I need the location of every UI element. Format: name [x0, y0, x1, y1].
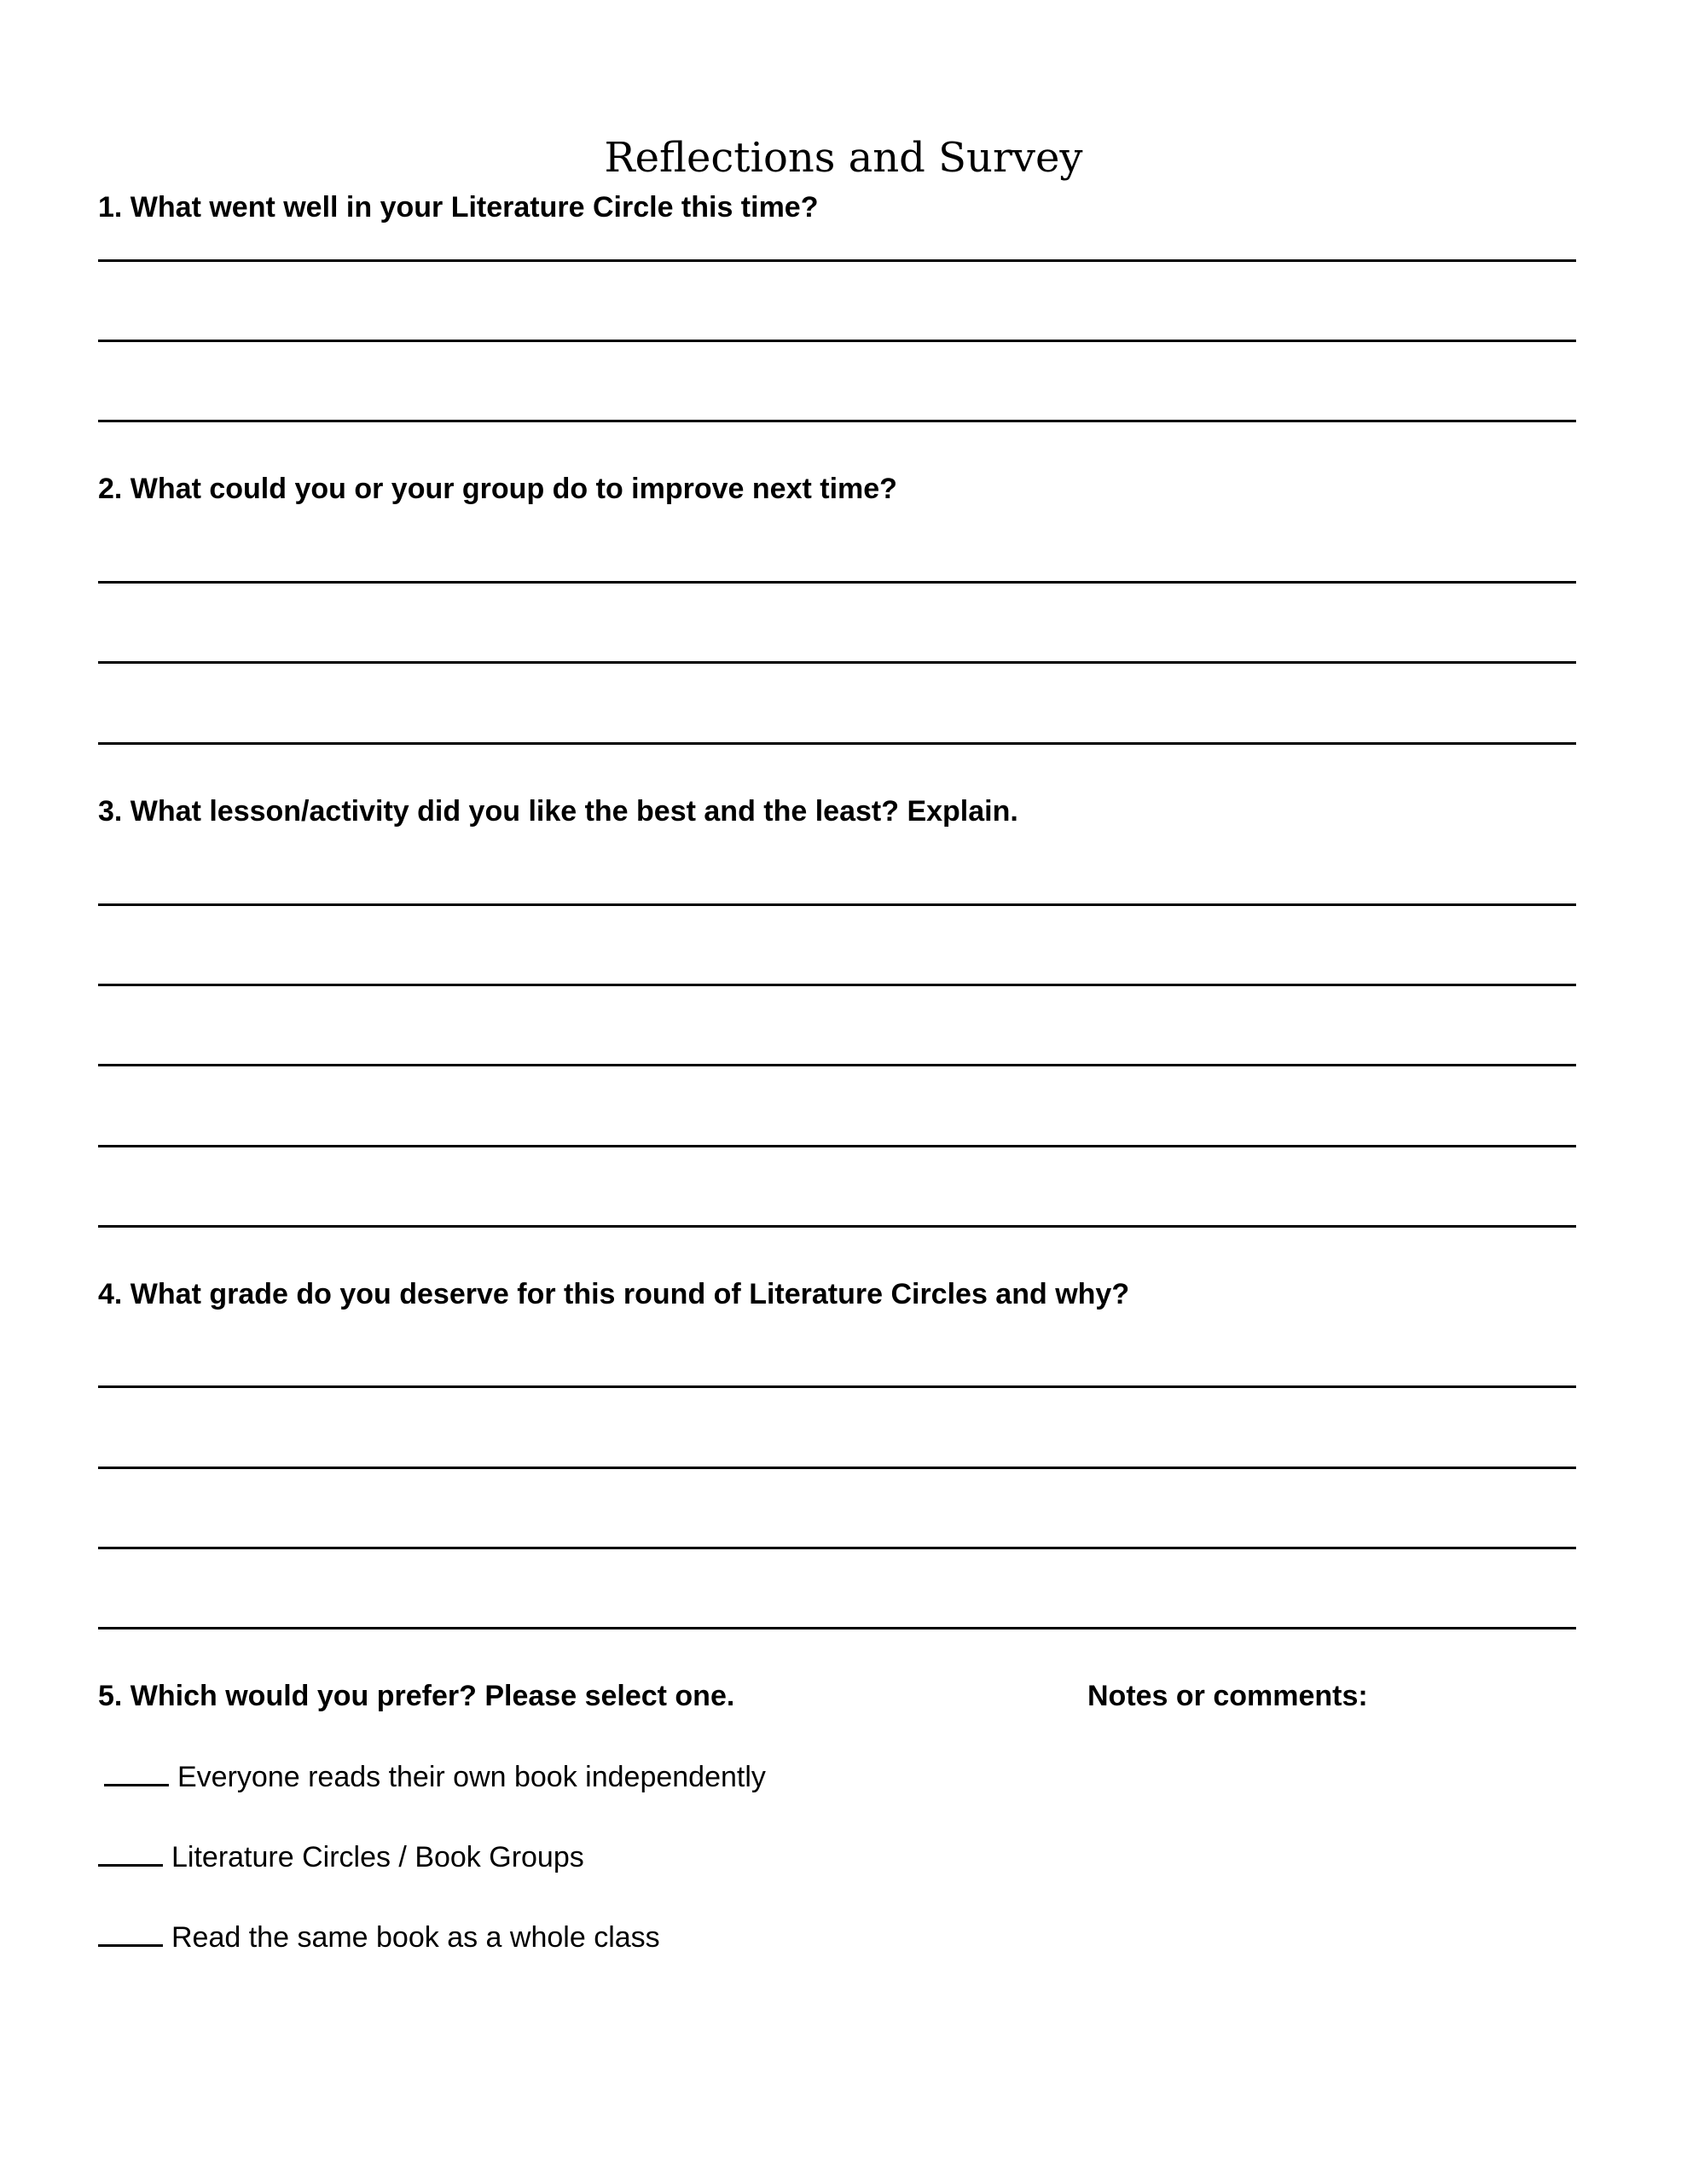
- answer-line-q1-1[interactable]: [98, 259, 1576, 262]
- option-label: Literature Circles / Book Groups: [171, 1841, 584, 1873]
- question-4: 4. What grade do you deserve for this round of Literature Circles and why?: [98, 1278, 1130, 1310]
- answer-line-q1-2[interactable]: [98, 340, 1576, 342]
- answer-line-q2-1[interactable]: [98, 581, 1576, 584]
- answer-line-q3-3[interactable]: [98, 1064, 1576, 1066]
- answer-line-q4-2[interactable]: [98, 1467, 1576, 1469]
- answer-line-q1-3[interactable]: [98, 420, 1576, 422]
- option-label: Everyone reads their own book independently: [177, 1761, 766, 1793]
- answer-line-q2-3[interactable]: [98, 742, 1576, 745]
- answer-line-q3-1[interactable]: [98, 903, 1576, 906]
- answer-line-q4-3[interactable]: [98, 1547, 1576, 1549]
- answer-line-q3-4[interactable]: [98, 1145, 1576, 1147]
- question-5: 5. Which would you prefer? Please select one.: [98, 1680, 735, 1712]
- page-title: Reflections and Survey: [604, 134, 1083, 182]
- answer-line-q3-5[interactable]: [98, 1225, 1576, 1228]
- notes-label: Notes or comments:: [1087, 1680, 1368, 1712]
- question-2: 2. What could you or your group do to improve next time?: [98, 473, 897, 505]
- selection-blank[interactable]: [98, 1838, 163, 1867]
- option-whole-class: [98, 1916, 660, 1959]
- selection-blank[interactable]: [104, 1758, 169, 1786]
- answer-line-q4-1[interactable]: [98, 1385, 1576, 1388]
- option-label: Read the same book as a whole class: [171, 1921, 660, 1954]
- question-1: 1. What went well in your Literature Circle this time?: [98, 191, 819, 224]
- selection-blank[interactable]: [98, 1919, 163, 1947]
- answer-line-q2-2[interactable]: [98, 661, 1576, 664]
- option-independent: [104, 1756, 766, 1798]
- answer-line-q4-4[interactable]: [98, 1627, 1576, 1629]
- option-literature-circles: [98, 1836, 584, 1879]
- answer-line-q3-2[interactable]: [98, 984, 1576, 986]
- question-3: 3. What lesson/activity did you like the best and the least? Explain.: [98, 795, 1018, 828]
